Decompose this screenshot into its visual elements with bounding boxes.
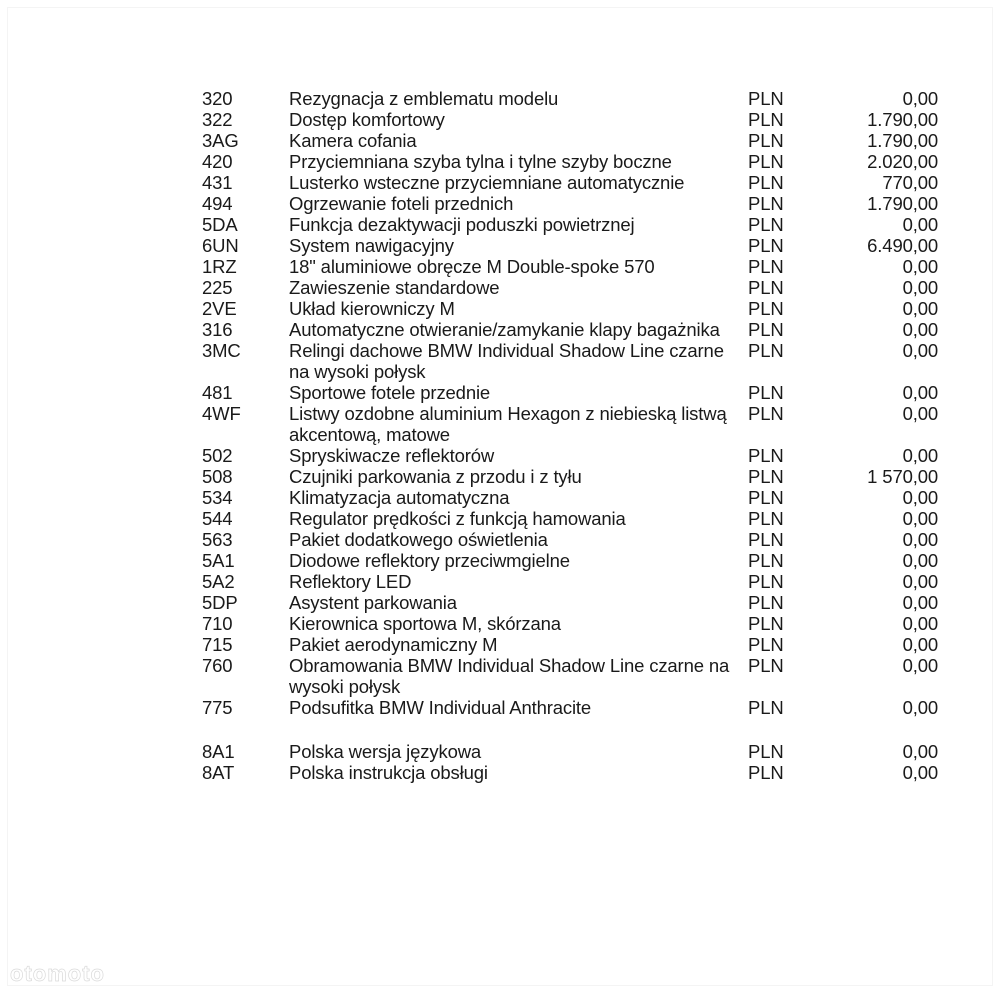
option-code: 508 bbox=[202, 466, 233, 487]
option-price: 0,00 bbox=[902, 403, 938, 424]
option-price: 0,00 bbox=[902, 655, 938, 676]
option-description: Klimatyzacja automatyczna bbox=[289, 487, 510, 508]
option-currency: PLN bbox=[748, 235, 784, 256]
list-item bbox=[202, 172, 942, 193]
list-item bbox=[202, 487, 942, 508]
list-item bbox=[202, 151, 942, 172]
option-code: 316 bbox=[202, 319, 233, 340]
option-price: 1.790,00 bbox=[867, 130, 938, 151]
option-currency: PLN bbox=[748, 529, 784, 550]
list-item bbox=[202, 403, 942, 445]
list-item bbox=[202, 340, 942, 382]
option-currency: PLN bbox=[748, 466, 784, 487]
option-currency: PLN bbox=[748, 508, 784, 529]
option-description: Listwy ozdobne aluminium Hexagon z niebieską listwą akcentową, matowe bbox=[289, 403, 727, 445]
list-item bbox=[202, 277, 942, 298]
option-code: 710 bbox=[202, 613, 233, 634]
option-description: Ogrzewanie foteli przednich bbox=[289, 193, 514, 214]
option-code: 481 bbox=[202, 382, 233, 403]
option-description: Czujniki parkowania z przodu i z tyłu bbox=[289, 466, 582, 487]
option-description: Regulator prędkości z funkcją hamowania bbox=[289, 508, 626, 529]
option-price: 0,00 bbox=[902, 529, 938, 550]
option-description: System nawigacyjny bbox=[289, 235, 454, 256]
list-item bbox=[202, 298, 942, 319]
option-currency: PLN bbox=[748, 109, 784, 130]
list-item bbox=[202, 466, 942, 487]
list-item bbox=[202, 762, 942, 783]
option-description: Spryskiwacze reflektorów bbox=[289, 445, 495, 466]
option-description: Sportowe fotele przednie bbox=[289, 382, 491, 403]
option-currency: PLN bbox=[748, 88, 784, 109]
option-currency: PLN bbox=[748, 571, 784, 592]
option-currency: PLN bbox=[748, 550, 784, 571]
option-price: 0,00 bbox=[902, 445, 938, 466]
option-currency: PLN bbox=[748, 697, 784, 718]
option-currency: PLN bbox=[748, 130, 784, 151]
option-description: Polska instrukcja obsługi bbox=[289, 762, 488, 783]
option-currency: PLN bbox=[748, 298, 784, 319]
option-description: Przyciemniana szyba tylna i tylne szyby boczne bbox=[289, 151, 672, 172]
option-code: 4WF bbox=[202, 403, 241, 424]
option-price: 2.020,00 bbox=[867, 151, 938, 172]
option-price: 0,00 bbox=[902, 762, 938, 783]
list-item bbox=[202, 235, 942, 256]
option-price: 0,00 bbox=[902, 487, 938, 508]
option-currency: PLN bbox=[748, 613, 784, 634]
option-currency: PLN bbox=[748, 319, 784, 340]
watermark: otomoto bbox=[10, 961, 105, 986]
option-price: 0,00 bbox=[902, 634, 938, 655]
option-price: 1.790,00 bbox=[867, 193, 938, 214]
option-description: Kierownica sportowa M, skórzana bbox=[289, 613, 561, 634]
option-currency: PLN bbox=[748, 277, 784, 298]
option-code: 3MC bbox=[202, 340, 241, 361]
list-item bbox=[202, 697, 942, 718]
option-currency: PLN bbox=[748, 172, 784, 193]
option-code: 534 bbox=[202, 487, 233, 508]
list-item bbox=[202, 193, 942, 214]
option-price: 0,00 bbox=[902, 340, 938, 361]
option-description: Automatyczne otwieranie/zamykanie klapy bagażnika bbox=[289, 319, 720, 340]
option-description: Lusterko wsteczne przyciemniane automatycznie bbox=[289, 172, 685, 193]
option-code: 5A1 bbox=[202, 550, 235, 571]
option-code: 775 bbox=[202, 697, 233, 718]
option-price: 0,00 bbox=[902, 256, 938, 277]
option-currency: PLN bbox=[748, 382, 784, 403]
option-code: 8A1 bbox=[202, 741, 235, 762]
option-description: Zawieszenie standardowe bbox=[289, 277, 500, 298]
option-code: 3AG bbox=[202, 130, 239, 151]
option-code: 8AT bbox=[202, 762, 235, 783]
list-item bbox=[202, 613, 942, 634]
option-description: Asystent parkowania bbox=[289, 592, 457, 613]
option-price: 0,00 bbox=[902, 214, 938, 235]
option-price: 1.790,00 bbox=[867, 109, 938, 130]
option-code: 760 bbox=[202, 655, 233, 676]
list-item bbox=[202, 109, 942, 130]
option-price: 6.490,00 bbox=[867, 235, 938, 256]
option-currency: PLN bbox=[748, 340, 784, 361]
list-item bbox=[202, 445, 942, 466]
option-price: 0,00 bbox=[902, 277, 938, 298]
list-item bbox=[202, 655, 942, 697]
option-description: Polska wersja językowa bbox=[289, 741, 482, 762]
option-description: Dostęp komfortowy bbox=[289, 109, 445, 130]
list-item bbox=[202, 319, 942, 340]
option-price: 0,00 bbox=[902, 613, 938, 634]
option-code: 715 bbox=[202, 634, 233, 655]
option-description: Pakiet dodatkowego oświetlenia bbox=[289, 529, 548, 550]
list-item bbox=[202, 256, 942, 277]
option-code: 5DA bbox=[202, 214, 238, 235]
list-item bbox=[202, 592, 942, 613]
option-currency: PLN bbox=[748, 256, 784, 277]
option-currency: PLN bbox=[748, 655, 784, 676]
option-currency: PLN bbox=[748, 592, 784, 613]
option-price: 0,00 bbox=[902, 298, 938, 319]
option-code: 544 bbox=[202, 508, 233, 529]
option-code: 502 bbox=[202, 445, 233, 466]
option-code: 6UN bbox=[202, 235, 239, 256]
option-price: 0,00 bbox=[902, 508, 938, 529]
list-item bbox=[202, 529, 942, 550]
list-item bbox=[202, 130, 942, 151]
document-page bbox=[8, 8, 992, 985]
option-currency: PLN bbox=[748, 741, 784, 762]
option-code: 5A2 bbox=[202, 571, 235, 592]
option-currency: PLN bbox=[748, 214, 784, 235]
option-code: 420 bbox=[202, 151, 233, 172]
option-code: 225 bbox=[202, 277, 233, 298]
option-currency: PLN bbox=[748, 403, 784, 424]
option-price: 0,00 bbox=[902, 571, 938, 592]
option-price: 0,00 bbox=[902, 382, 938, 403]
option-price: 0,00 bbox=[902, 741, 938, 762]
option-description: Kamera cofania bbox=[289, 130, 417, 151]
option-price: 1 570,00 bbox=[867, 466, 938, 487]
option-description: Reflektory LED bbox=[289, 571, 412, 592]
option-price: 0,00 bbox=[902, 319, 938, 340]
option-price: 0,00 bbox=[902, 550, 938, 571]
option-code: 1RZ bbox=[202, 256, 237, 277]
option-currency: PLN bbox=[748, 151, 784, 172]
option-code: 322 bbox=[202, 109, 233, 130]
option-code: 2VE bbox=[202, 298, 237, 319]
list-item bbox=[202, 571, 942, 592]
option-code: 431 bbox=[202, 172, 233, 193]
option-description: Funkcja dezaktywacji poduszki powietrznej bbox=[289, 214, 635, 235]
option-currency: PLN bbox=[748, 762, 784, 783]
list-item bbox=[202, 382, 942, 403]
option-code: 494 bbox=[202, 193, 233, 214]
option-description: Podsufitka BMW Individual Anthracite bbox=[289, 697, 592, 718]
option-description: Rezygnacja z emblematu modelu bbox=[289, 88, 559, 109]
option-description: Obramowania BMW Individual Shadow Line czarne na wysoki połysk bbox=[289, 655, 730, 697]
option-description: Diodowe reflektory przeciwmgielne bbox=[289, 550, 570, 571]
option-description: Pakiet aerodynamiczny M bbox=[289, 634, 498, 655]
list-item bbox=[202, 550, 942, 571]
option-price: 0,00 bbox=[902, 592, 938, 613]
option-code: 5DP bbox=[202, 592, 238, 613]
list-item bbox=[202, 741, 942, 762]
option-description: Relingi dachowe BMW Individual Shadow Line czarne na wysoki połysk bbox=[289, 340, 724, 382]
option-price: 770,00 bbox=[882, 172, 938, 193]
option-currency: PLN bbox=[748, 193, 784, 214]
list-item bbox=[202, 88, 942, 109]
option-price: 0,00 bbox=[902, 88, 938, 109]
option-price: 0,00 bbox=[902, 697, 938, 718]
list-item bbox=[202, 214, 942, 235]
option-currency: PLN bbox=[748, 487, 784, 508]
option-currency: PLN bbox=[748, 634, 784, 655]
option-currency: PLN bbox=[748, 445, 784, 466]
options-list bbox=[202, 88, 942, 783]
list-item bbox=[202, 508, 942, 529]
option-description: Układ kierowniczy M bbox=[289, 298, 455, 319]
option-code: 320 bbox=[202, 88, 233, 109]
option-code: 563 bbox=[202, 529, 233, 550]
option-description: 18" aluminiowe obręcze M Double-spoke 570 bbox=[289, 256, 655, 277]
list-item bbox=[202, 634, 942, 655]
